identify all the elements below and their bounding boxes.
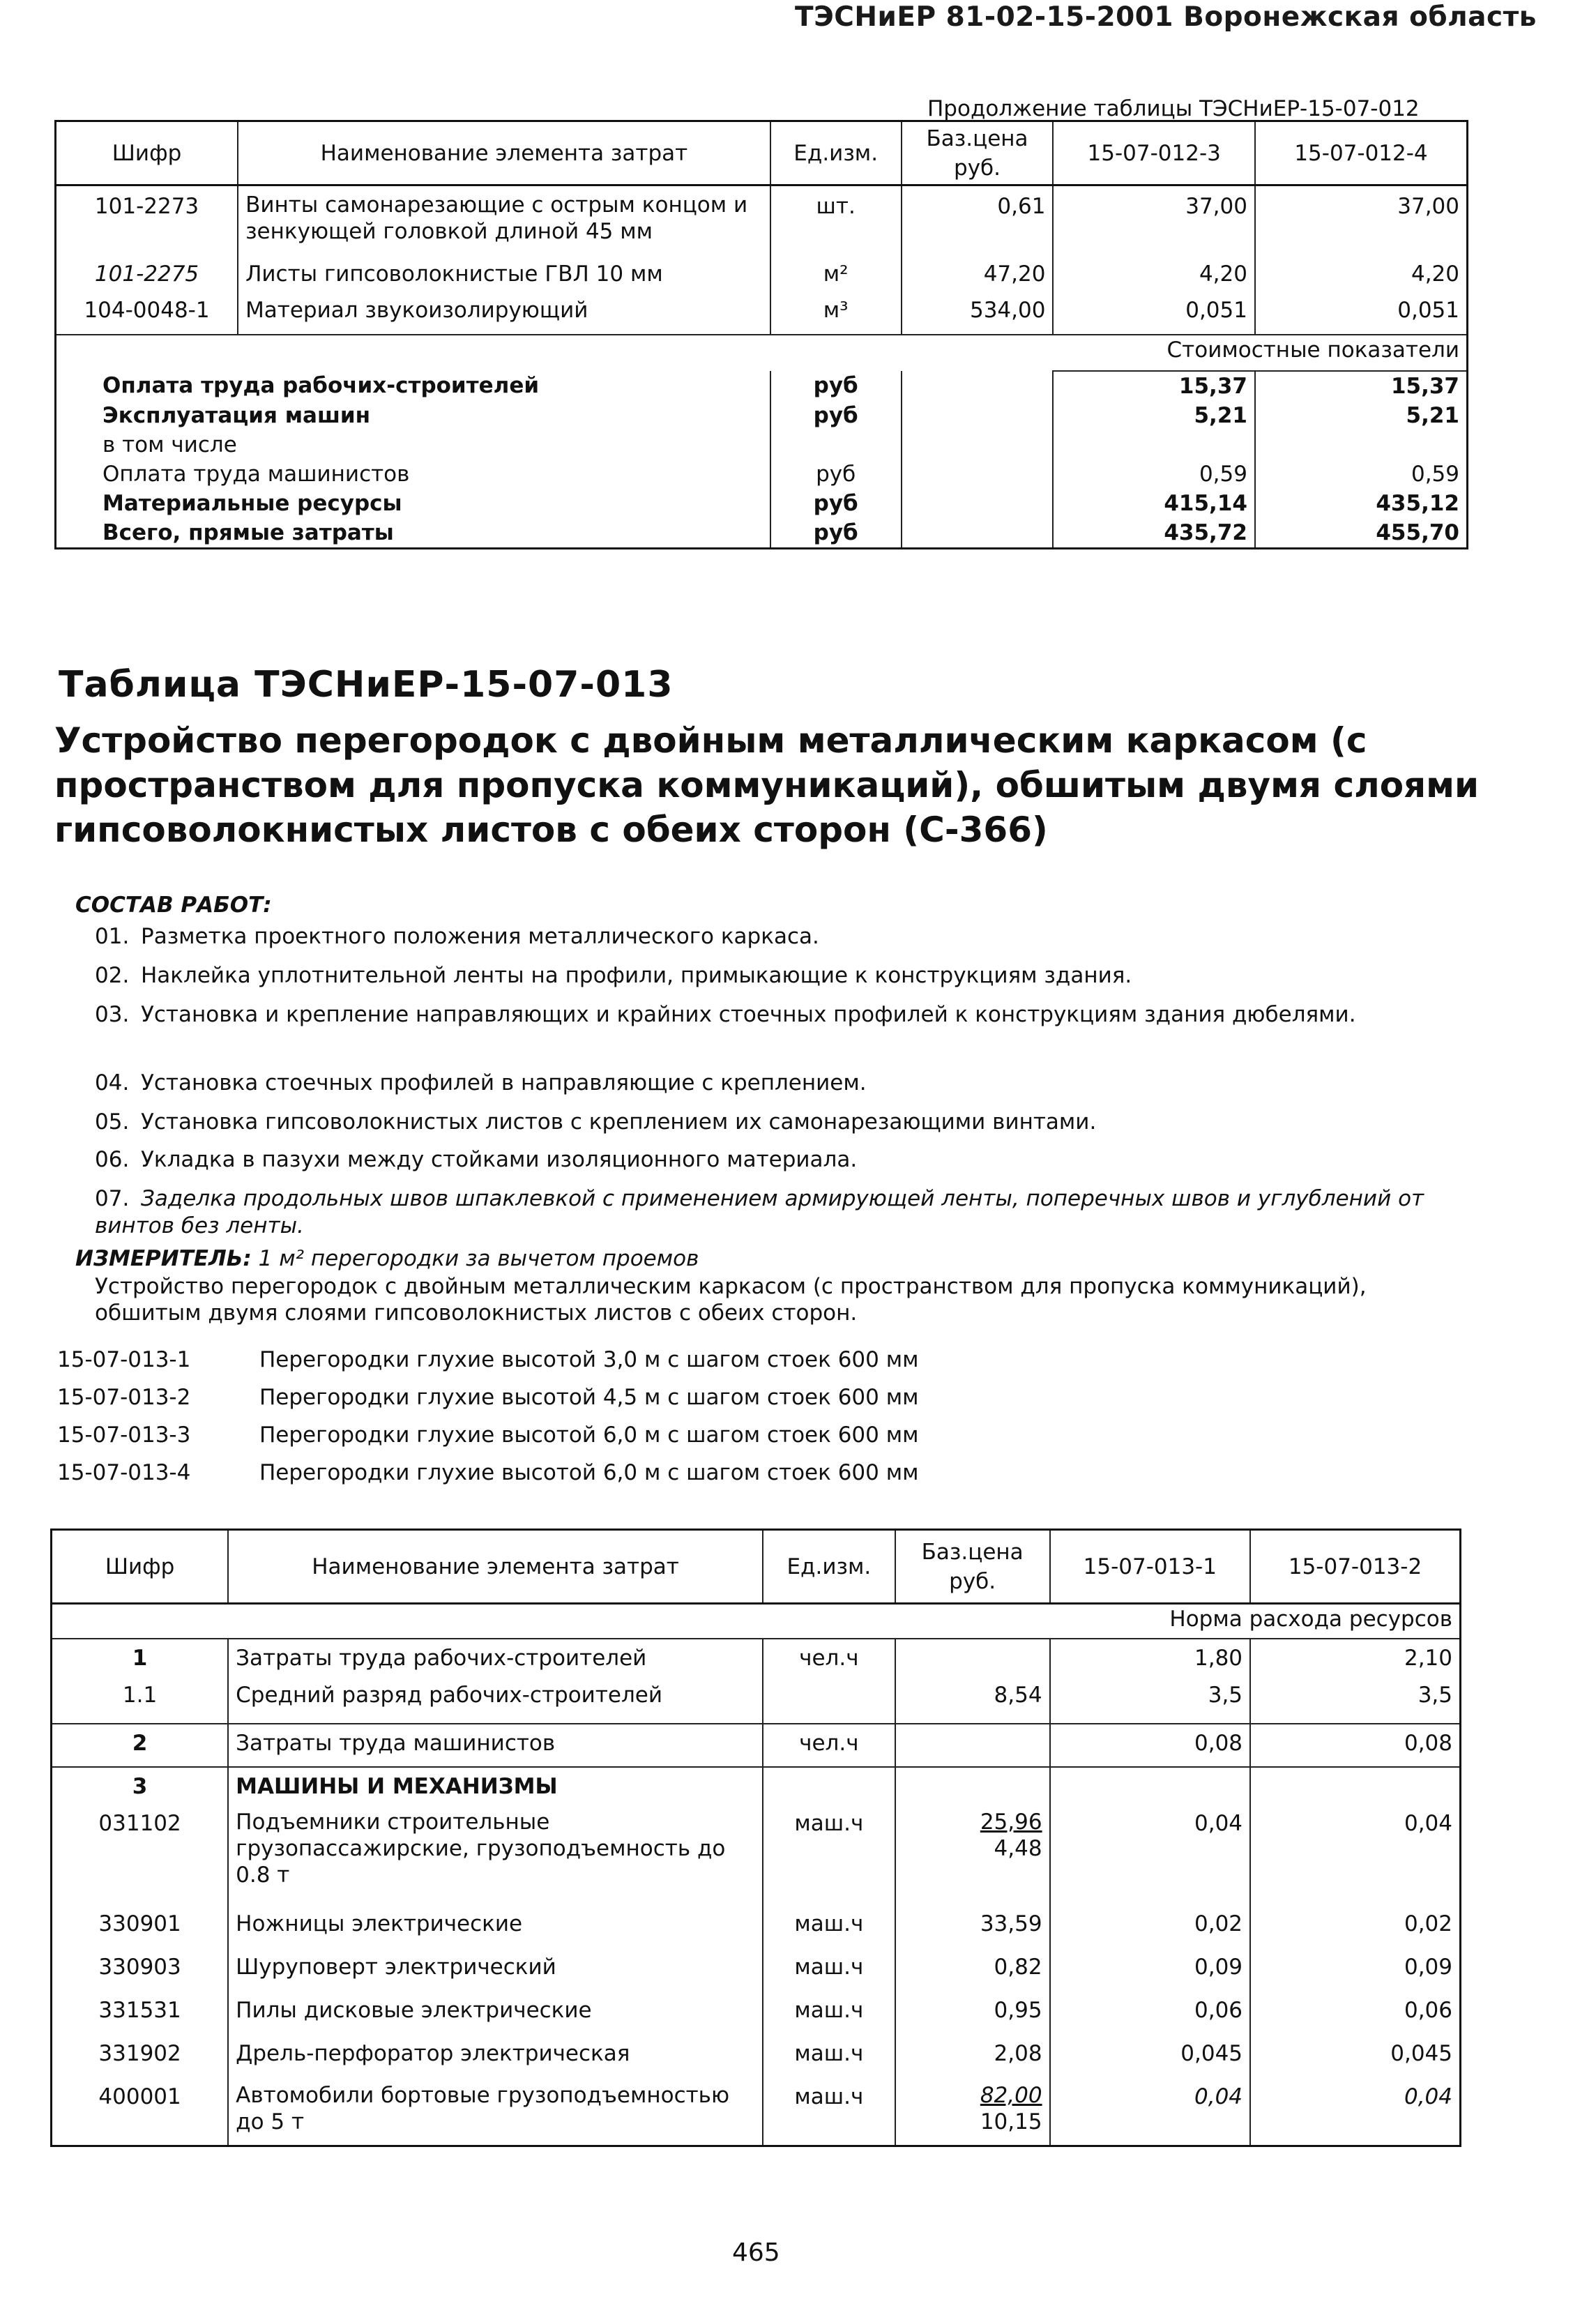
row-price: 47,20 bbox=[902, 254, 1054, 296]
work-text: Наклейка уплотнительной ленты на профили, примыкающие к конструкциям здания. bbox=[141, 963, 1132, 988]
page-number: 465 bbox=[732, 2238, 780, 2267]
work-text: Установка и крепление направляющих и крайних стоечных профилей к конструкциям здания дюбелями. bbox=[141, 1002, 1356, 1027]
code-item bbox=[57, 1385, 919, 1410]
row-price: 0,95 bbox=[895, 1996, 1050, 2039]
work-text: Заделка продольных швов шпаклевкой с применением армирующей ленты, поперечных швов и углублений от винтов без ленты. bbox=[95, 1186, 1424, 1238]
row-value: 0,09 bbox=[1050, 1952, 1250, 1996]
code-item bbox=[57, 1423, 919, 1448]
cost-value: 15,37 bbox=[1053, 371, 1255, 401]
table-header-row bbox=[56, 121, 1468, 185]
row-value: 0,02 bbox=[1050, 1909, 1250, 1952]
cost-name: в том числе bbox=[102, 432, 237, 457]
table-row bbox=[52, 1996, 1461, 2039]
column-header: Наименование элемента затрат bbox=[238, 121, 770, 185]
row-name: МАШИНЫ И МЕХАНИЗМЫ bbox=[228, 1767, 763, 1806]
table-row bbox=[56, 254, 1468, 296]
row-name: Дрель-перфоратор электрическая bbox=[228, 2039, 763, 2082]
row-code: 330901 bbox=[98, 1911, 181, 1936]
work-item bbox=[95, 1001, 1454, 1029]
cost-value: 15,37 bbox=[1255, 371, 1468, 401]
cost-value: 415,14 bbox=[1053, 489, 1255, 518]
table-row bbox=[56, 185, 1468, 254]
cost-row bbox=[56, 518, 1468, 549]
row-value: 0,02 bbox=[1250, 1909, 1460, 1952]
row-value: 0,08 bbox=[1050, 1724, 1250, 1767]
work-text: Разметка проектного положения металлического каркаса. bbox=[141, 924, 819, 949]
cost-name: Оплата труда рабочих-строителей bbox=[102, 372, 540, 398]
row-code: 3 bbox=[52, 1767, 229, 1806]
description: Устройство перегородок с двойным металлическим каркасом (с пространством для пропуска коммуникаций), обшитым двумя слоями гипсоволокнистых листов с обеих сторон. bbox=[95, 1274, 1367, 1326]
cost-value bbox=[1255, 430, 1468, 460]
table-row bbox=[52, 1952, 1461, 1996]
row-value: 0,04 bbox=[1050, 1806, 1250, 1909]
cost-value: 0,59 bbox=[1255, 460, 1468, 489]
work-text: Установка гипсоволокнистых листов с креплением их самонарезающими винтами. bbox=[141, 1109, 1097, 1135]
code-item bbox=[57, 1460, 919, 1485]
column-header: Баз.цена руб. bbox=[895, 1530, 1050, 1604]
meter-line bbox=[75, 1246, 699, 1271]
table-title: Таблица ТЭСНиЕР-15-07-013 bbox=[59, 664, 674, 706]
row-value: 0,08 bbox=[1250, 1724, 1460, 1767]
column-header: 15-07-012-4 bbox=[1255, 121, 1468, 185]
row-value: 0,06 bbox=[1250, 1996, 1460, 2039]
row-value: 0,045 bbox=[1050, 2039, 1250, 2082]
cost-value: 435,12 bbox=[1255, 489, 1468, 518]
row-unit: м² bbox=[770, 254, 902, 296]
work-number: 02. bbox=[95, 963, 130, 988]
table-row bbox=[52, 1724, 1461, 1767]
row-code: 1 bbox=[132, 1645, 148, 1671]
cost-unit bbox=[770, 430, 902, 460]
row-price: 33,59 bbox=[895, 1909, 1050, 1952]
section-label: Норма расхода ресурсов bbox=[1050, 1604, 1461, 1639]
cost-value: 435,72 bbox=[1053, 518, 1255, 549]
row-unit: маш.ч bbox=[763, 1952, 895, 1996]
row-code: 331531 bbox=[98, 1997, 181, 2023]
cost-row bbox=[56, 401, 1468, 430]
column-header: Ед.изм. bbox=[763, 1530, 895, 1604]
cost-unit: руб bbox=[770, 401, 902, 430]
table-row bbox=[52, 2039, 1461, 2082]
section-heading: Устройство перегородок с двойным металлическим каркасом (с пространством для пропуска коммуникаций), обшитым двумя слоями гипсоволокнистых листов с обеих сторон (С-366) bbox=[54, 720, 1480, 850]
section-row bbox=[52, 1604, 1461, 1639]
table-row bbox=[52, 1909, 1461, 1952]
cost-value: 455,70 bbox=[1255, 518, 1468, 549]
table-header-row bbox=[52, 1530, 1461, 1604]
row-value: 2,10 bbox=[1250, 1639, 1460, 1681]
meter-label: ИЗМЕРИТЕЛЬ: bbox=[75, 1246, 252, 1271]
column-header: Шифр bbox=[52, 1530, 229, 1604]
row-price: 25,96 bbox=[980, 1809, 1042, 1835]
row-code: 400001 bbox=[98, 2084, 181, 2109]
row-value: 3,5 bbox=[1250, 1681, 1460, 1724]
row-name: Автомобили бортовые грузоподъемностью до 5 т bbox=[228, 2082, 763, 2146]
row-code: 1.1 bbox=[122, 1682, 158, 1708]
row-value: 4,20 bbox=[1053, 254, 1255, 296]
cost-row bbox=[56, 430, 1468, 460]
row-name: Листы гипсоволокнистые ГВЛ 10 мм bbox=[238, 254, 770, 296]
table-row bbox=[52, 1806, 1461, 1909]
row-price: 2,08 bbox=[895, 2039, 1050, 2082]
cost-value: 5,21 bbox=[1053, 401, 1255, 430]
row-name: Ножницы электрические bbox=[228, 1909, 763, 1952]
work-item bbox=[95, 1146, 1454, 1174]
meter-text: 1 м² перегородки за вычетом проемов bbox=[258, 1246, 699, 1271]
cost-row bbox=[56, 489, 1468, 518]
row-price bbox=[895, 1724, 1050, 1767]
composition-label: СОСТАВ РАБОТ: bbox=[75, 893, 272, 918]
row-unit: маш.ч bbox=[763, 2082, 895, 2146]
work-number: 03. bbox=[95, 1002, 130, 1027]
row-price: 8,54 bbox=[895, 1681, 1050, 1724]
work-text: Укладка в пазухи между стойками изоляционного материала. bbox=[141, 1147, 858, 1172]
work-item bbox=[95, 1109, 1454, 1136]
row-unit: м³ bbox=[770, 296, 902, 335]
cost-name: Всего, прямые затраты bbox=[102, 519, 394, 545]
row-unit: чел.ч bbox=[763, 1639, 895, 1681]
cost-name: Оплата труда машинистов bbox=[102, 461, 410, 487]
row-name: Винты самонарезающие с острым концом и зенкующей головкой длиной 45 мм bbox=[238, 185, 770, 254]
code-text: Перегородки глухие высотой 6,0 м с шагом стоек 600 мм bbox=[259, 1460, 919, 1485]
row-price bbox=[895, 1639, 1050, 1681]
work-number: 04. bbox=[95, 1070, 130, 1095]
row-value: 0,04 bbox=[1250, 2082, 1460, 2146]
row-unit: шт. bbox=[770, 185, 902, 254]
row-name: Затраты труда машинистов bbox=[228, 1724, 763, 1767]
code-item bbox=[57, 1347, 919, 1372]
row-price-cell bbox=[895, 2082, 1050, 2146]
work-item bbox=[95, 923, 1454, 950]
work-number: 07. bbox=[95, 1186, 130, 1211]
column-header: Баз.цена руб. bbox=[902, 121, 1054, 185]
work-number: 06. bbox=[95, 1147, 130, 1172]
table-row bbox=[52, 1681, 1461, 1724]
row-unit: маш.ч bbox=[763, 1806, 895, 1909]
cost-unit: руб bbox=[770, 518, 902, 549]
section-label: Стоимостные показатели bbox=[1053, 335, 1467, 371]
row-code: 101-2275 bbox=[94, 261, 199, 287]
row-unit: маш.ч bbox=[763, 1909, 895, 1952]
row-name: Шуруповерт электрический bbox=[228, 1952, 763, 1996]
row-price: 0,82 bbox=[895, 1952, 1050, 1996]
row-price: 0,61 bbox=[902, 185, 1054, 254]
work-number: 01. bbox=[95, 924, 130, 949]
cost-name: Эксплуатация машин bbox=[102, 402, 371, 428]
row-unit: чел.ч bbox=[763, 1724, 895, 1767]
cost-value: 5,21 bbox=[1255, 401, 1468, 430]
table-row bbox=[52, 1639, 1461, 1681]
row-value: 0,051 bbox=[1053, 296, 1255, 335]
row-value: 0,04 bbox=[1050, 2082, 1250, 2146]
column-header: 15-07-012-3 bbox=[1053, 121, 1255, 185]
row-value: 4,20 bbox=[1255, 254, 1468, 296]
column-header: 15-07-013-2 bbox=[1250, 1530, 1460, 1604]
row-code: 031102 bbox=[98, 1810, 181, 1836]
cost-unit: руб bbox=[770, 371, 902, 401]
work-item bbox=[95, 1070, 1454, 1097]
row-code: 104-0048-1 bbox=[84, 297, 210, 323]
row-code: 330903 bbox=[98, 1954, 181, 1980]
row-price: 82,00 bbox=[980, 2082, 1042, 2108]
row-unit: маш.ч bbox=[763, 1996, 895, 2039]
row-name: Средний разряд рабочих-строителей bbox=[228, 1681, 763, 1724]
running-header: ТЭСНиЕР 81-02-15-2001 Воронежская область bbox=[795, 1, 1537, 33]
cost-row bbox=[56, 371, 1468, 401]
resource-table-013 bbox=[50, 1529, 1461, 2147]
code-number: 15-07-013-2 bbox=[57, 1385, 191, 1410]
cost-value bbox=[1053, 430, 1255, 460]
row-code: 101-2273 bbox=[94, 194, 199, 219]
table-row bbox=[52, 1767, 1461, 1806]
work-item bbox=[95, 962, 1454, 989]
cost-unit: руб bbox=[770, 460, 902, 489]
row-value: 0,045 bbox=[1250, 2039, 1460, 2082]
row-value: 0,06 bbox=[1050, 1996, 1250, 2039]
code-text: Перегородки глухие высотой 6,0 м с шагом стоек 600 мм bbox=[259, 1423, 919, 1448]
row-code: 2 bbox=[52, 1724, 229, 1767]
row-price-secondary: 10,15 bbox=[980, 2109, 1042, 2134]
column-header: 15-07-013-1 bbox=[1050, 1530, 1250, 1604]
row-code: 331902 bbox=[98, 2040, 181, 2066]
row-name: Затраты труда рабочих-строителей bbox=[228, 1639, 763, 1681]
code-text: Перегородки глухие высотой 3,0 м с шагом стоек 600 мм bbox=[259, 1347, 919, 1372]
row-unit: маш.ч bbox=[763, 2039, 895, 2082]
row-price: 534,00 bbox=[902, 296, 1054, 335]
resource-table-012 bbox=[54, 120, 1468, 549]
row-value: 0,09 bbox=[1250, 1952, 1460, 1996]
row-value: 0,04 bbox=[1250, 1806, 1460, 1909]
cost-name: Материальные ресурсы bbox=[102, 490, 402, 516]
row-value: 1,80 bbox=[1050, 1639, 1250, 1681]
row-price-cell bbox=[895, 1806, 1050, 1909]
row-name: Материал звукоизолирующий bbox=[238, 296, 770, 335]
column-header: Ед.изм. bbox=[770, 121, 902, 185]
cost-row bbox=[56, 460, 1468, 489]
table-row bbox=[52, 2082, 1461, 2146]
row-unit bbox=[763, 1681, 895, 1724]
column-header: Шифр bbox=[56, 121, 238, 185]
row-price-secondary: 4,48 bbox=[994, 1835, 1042, 1861]
code-number: 15-07-013-4 bbox=[57, 1460, 191, 1485]
work-number: 05. bbox=[95, 1109, 130, 1135]
row-value: 37,00 bbox=[1053, 185, 1255, 254]
cost-unit: руб bbox=[770, 489, 902, 518]
column-header: Наименование элемента затрат bbox=[228, 1530, 763, 1604]
code-text: Перегородки глухие высотой 4,5 м с шагом стоек 600 мм bbox=[259, 1385, 919, 1410]
table-row bbox=[56, 296, 1468, 335]
row-name: Пилы дисковые электрические bbox=[228, 1996, 763, 2039]
cost-value: 0,59 bbox=[1053, 460, 1255, 489]
row-value: 3,5 bbox=[1050, 1681, 1250, 1724]
section-row bbox=[56, 335, 1468, 371]
work-item bbox=[95, 1185, 1434, 1240]
code-number: 15-07-013-1 bbox=[57, 1347, 191, 1372]
row-value: 37,00 bbox=[1255, 185, 1468, 254]
row-value: 0,051 bbox=[1255, 296, 1468, 335]
work-text: Установка стоечных профилей в направляющие с креплением. bbox=[141, 1070, 867, 1095]
row-name: Подъемники строительные грузопассажирские, грузоподъемность до 0.8 т bbox=[228, 1806, 763, 1909]
code-number: 15-07-013-3 bbox=[57, 1423, 191, 1448]
table-continuation-label: Продолжение таблицы ТЭСНиЕР-15-07-012 bbox=[927, 96, 1420, 121]
